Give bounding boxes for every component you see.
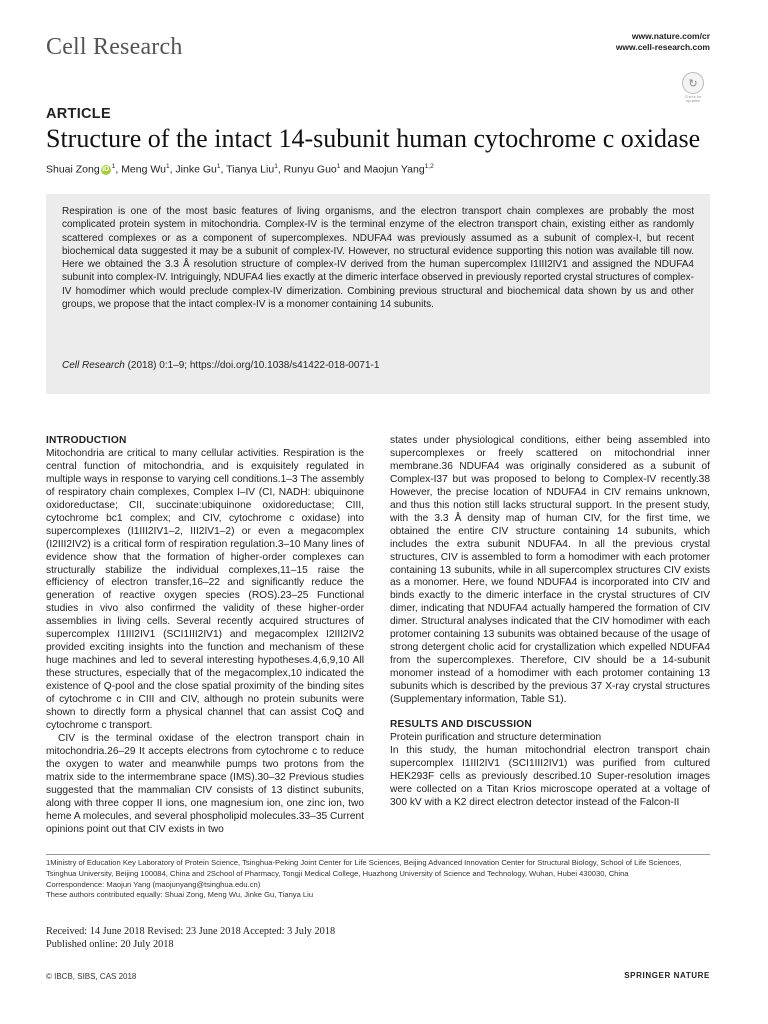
- footnote-divider: [46, 854, 710, 855]
- section-heading-results: RESULTS AND DISCUSSION: [390, 719, 532, 731]
- equal-contribution: These authors contributed equally: Shuai Zong, Meng Wu, Jinke Gu, Tianya Liu: [46, 890, 314, 900]
- author-affiliation: 1: [336, 163, 341, 170]
- citation-journal: Cell Research: [62, 360, 125, 371]
- author-list: Shuai Zong iD $^1$, Meng Wu$^1$, Jinke Gu$^1$, Tianya Liu$^1$, Runyu Guo$^1$ and Maojun Yang$^{1,2}$: [46, 163, 434, 176]
- article-dates: [46, 925, 335, 951]
- received-dates: Received: 14 June 2018 Revised: 23 June 2018 Accepted: 3 July 2018: [46, 926, 336, 937]
- journal-url-cellresearch[interactable]: www.cell-research.com: [615, 42, 710, 52]
- check-for-updates-label: Check for updates: [684, 94, 702, 103]
- author-affiliation: 1,2: [424, 163, 434, 170]
- author-name[interactable]: Jinke Gu: [175, 163, 217, 176]
- abstract-text: Respiration is one of the most basic features of living organisms, and the electron transport chain complexes are probably the most complicated protein system in mitochondria. Complex-IV is the terminal enzyme of the electron transport chain, existing either as randomly scattered complexes or as a component of supercomplexes. NDUFA4 was previously assumed as a subunit of complex-I, but recent biochemical data suggested it may be a subunit of complex-IV. However, no structural evidence supporting this notion was available till now. Here we obtained the 3.3 Å resolution structure of complex-IV derived from the human supercomplex I1III2IV1 and assigned the NDUFA4 subunit into complex-IV. Intriguingly, NDUFA4 lies exactly at the dimeric interface observed in previously reported crystal structures of complex-IV homodimer which would preclude complex-IV dimerization. Combining previous structural and biochemical data shown by us and other groups, we propose that the intact complex-IV is a monomer containing 14 subunits.: [62, 206, 694, 311]
- author-name[interactable]: Tianya Liu: [226, 163, 275, 176]
- citation: [62, 360, 379, 371]
- intro-paragraph-1: Mitochondria are critical to many cellular activities. Respiration is the central function of mitochondria, and is exquisitely regulated in multiple ways in response to varying cell conditions.1–3 The assembly of respiratory chain complexes, Complex I–IV (CI, NADH: ubiquinone oxidoreductase; CII, succinate:ubiquinone oxidoreductase; CIII, cytochrome bc1 complex; and CIV, cytochrome c oxidase) into supercomplexes (I1III2IV1–2, III2IV1–2) or even a megacomplex (I2III2IV2) is a critical form of respiration regulation.3–10 Many lines of evidence show that the formation of higher-order complexes can structurally stabilize the individual complexes,11–15 raise the efficiency of electron transfer,16–22 and significantly reduce the generation of reactive oxygen species (ROS).23–25 Functional studies in vivo also confirmed the validity of these higher-order assemblies in living cells. Several recently acquired structures of supercomplex I1III2IV1 (SCI1III2IV1) and megacomplex I2III2IV2 provided exciting insights into the function and mechanism of these huge machines and led to several interesting hypotheses.4,6,9,10 All these structures, especially that of the megacomplex,10 indicated the existence of Q-pool and the close spatial proximity of the binding sites of cytochrome c in CIII and CIV, although no protein subunits were shown to directly form a physical channel that can assist CoQ and cytochrome c transport.: [46, 447, 364, 731]
- author-name[interactable]: Maojun Yang: [363, 163, 425, 176]
- author-name[interactable]: Shuai Zong: [46, 163, 100, 176]
- section-label: ARTICLE: [46, 106, 111, 122]
- left-column: [46, 435, 364, 837]
- intro-paragraph-2: CIV is the terminal oxidase of the electron transport chain in mitochondria.26–29 It accepts electrons from cytochrome c to reduce the oxygen to water and meanwhile pumps two protons from the matrix side to the intermembrane space (IMS).30–32 Previous studies suggested that the mammalian CIV consists of 13 distinct subunits, along with three copper II ions, one magnesium ion, one zinc ion, two heme A molecules, and several phospholipid molecules.33–35 Current opinions point out that CIV exists in two: [46, 732, 364, 835]
- article-title: Structure of the intact 14-subunit human cytochrome c oxidase: [46, 124, 701, 153]
- citation-doi[interactable]: (2018) 0:1–9; https://doi.org/10.1038/s41422-018-0071-1: [124, 360, 380, 371]
- right-column: [390, 435, 710, 810]
- journal-name: Cell Research: [46, 34, 183, 60]
- footnotes: [46, 858, 710, 901]
- publisher-logo[interactable]: SPRINGER NATURE: [624, 971, 710, 980]
- copyright: © IBCB, SIBS, CAS 2018: [46, 972, 137, 981]
- check-for-updates-badge[interactable]: [680, 72, 706, 102]
- subsection-heading: Protein purification and structure determination: [390, 731, 602, 743]
- affiliations: 1Ministry of Education Key Laboratory of Protein Science, Tsinghua-Peking Joint Center for Life Sciences, Beijing Advanced Innovation Center for Structural Biology, School of Life Sciences, Tsinghua University, Beijing 100084, China and 2School of Pharmacy, Tongji Medical College, Huazhong University of Science and Technology, Wuhan, Hubei 430030, China: [46, 858, 682, 878]
- section-heading-introduction: INTRODUCTION: [46, 435, 127, 446]
- intro-paragraph-3: states under physiological conditions, either being assembled into supercomplexes or freely scattered on mitochondrial inner membrane.36 NDUFA4 was originally considered as a subunit of Complex-I37 but was proposed to belong to Complex-IV recently.38 However, the precise location of NDUFA4 in CIV remains unknown, and thus this notion still lacks structural support. In the present study, with the 3.3 Å density map of human CIV, for the first time, we obtained the entire CIV structure containing 14 subunits, which includes the extra subunit NDUFA4. In all the previous crystal structures, CIV is assembled to form a homodimer with each protomer containing 13 subunits, while in all supercomplex structures CIV exists as a monomer. Here, we found NDUFA4 is incorporated into CIV and binds exactly to the dimeric interface in the crystal structures of CIV dimer, indicating that NDUFA4 actually hampered the formation of CIV dimer. Structural analyses indicated that the CIV homodimer with each protomer containing 13 subunits was obtained because of the usage of strong detergent cholic acid for crystallization which expelled NDUFA4 from the supercomplexes. Therefore, CIV should be a 14-subunit monomer instead of a homodimer with each protomer containing 13 subunits which is described by the previous 37 X-ray crystal structures (Supplementary information, Table S1).: [390, 435, 710, 706]
- check-for-updates-icon: ↻: [682, 72, 704, 94]
- orcid-icon[interactable]: iD: [102, 165, 110, 173]
- published-date: Published online: 20 July 2018: [46, 939, 174, 950]
- correspondence: Correspondence: Maojun Yang (maojunyang@tsinghua.edu.cn): [46, 879, 261, 889]
- author-name[interactable]: Runyu Guo: [283, 163, 337, 176]
- author-affiliation: 1: [274, 163, 278, 170]
- author-affiliation: 1: [216, 163, 221, 170]
- author-affiliation: 1: [111, 163, 116, 170]
- author-affiliation: 1: [165, 163, 170, 170]
- author-name[interactable]: Meng Wu: [121, 163, 166, 176]
- results-paragraph-1: In this study, the human mitochondrial electron transport chain supercomplex I1III2IV1 (SCI1III2IV1) was purified from cultured HEK293F cells as previously described.10 Super-resolution images were collected on a Titan Krios microscope operated at a voltage of 300 kV with a K2 direct electron detector instead of the Falcon-II: [390, 744, 710, 808]
- journal-url-nature[interactable]: www.nature.com/cr: [631, 31, 710, 41]
- journal-urls: [616, 31, 710, 53]
